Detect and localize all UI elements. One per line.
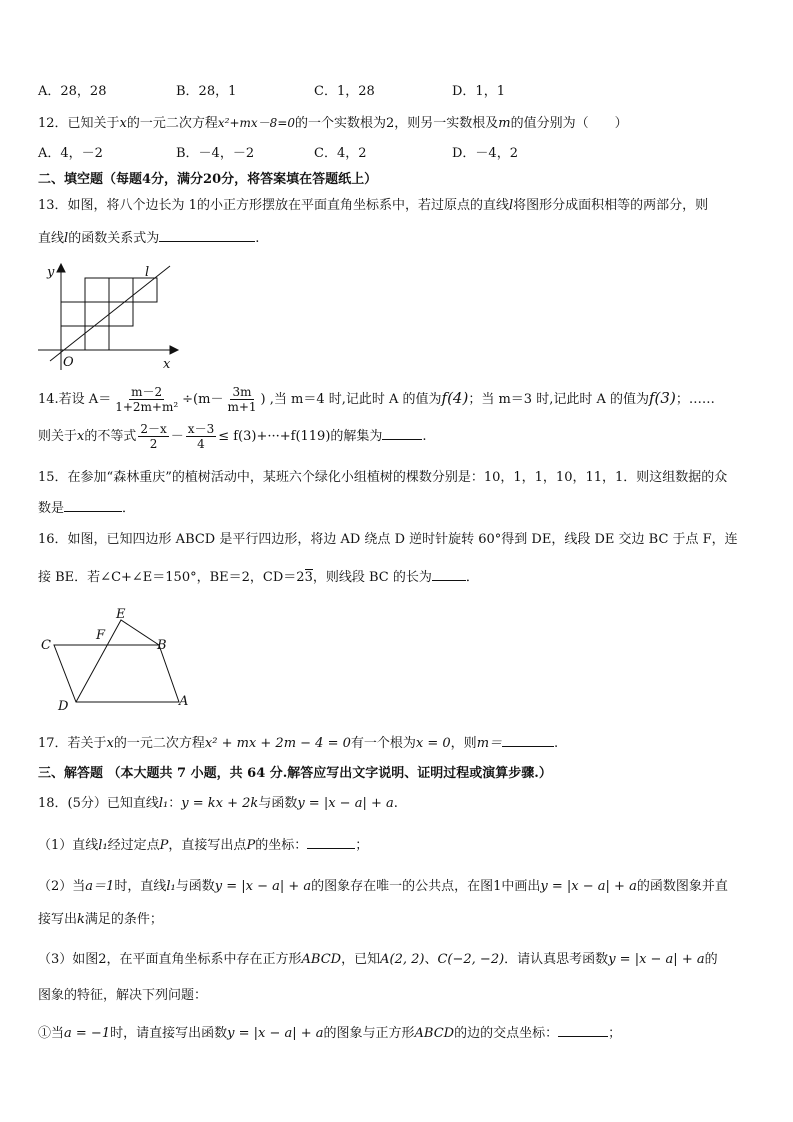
q11-option-b: B．28，1 xyxy=(176,84,237,99)
q13-origin-label: O xyxy=(63,355,74,370)
section-3-heading: 三、解答题 （本大题共 7 小题，共 64 分.解答应写出文字说明、证明过程或演算步骤.） xyxy=(38,766,552,781)
q16-parallelogram xyxy=(54,645,179,702)
q13-square xyxy=(109,302,133,326)
q13-square xyxy=(85,302,109,326)
q14-line-1: 14.若设 A＝ $\frac{m-2}{\text{1+2m+m²}}$ ÷(m－ $\frac{3m}{m+1}$ ) ,当 m＝4 时,记此时 A 的值为f(4)；当 m＝3 时,记此时 A 的值为f(3)；…… xyxy=(38,385,715,414)
q13-square xyxy=(85,326,109,350)
q18-part-1: （1）直线l₁经过定点P，直接写出点P的坐标： ； xyxy=(38,834,368,856)
q16-label-c: C xyxy=(41,638,51,653)
q12-option-a: A．4，－2 xyxy=(38,146,103,161)
q17-line: 17．若关于x的一元二次方程x² + mx + 2m − 4 = 0有一个根为x = 0，则m＝ . xyxy=(38,732,558,754)
q12-option-d: D．－4，2 xyxy=(452,146,518,161)
q11-option-c: C．1，28 xyxy=(314,84,375,99)
q12-stem: 12．已知关于x的一元二次方程x²+mx－8=0的一个实数根为2，则另一实数根及m的值分别为（ ） xyxy=(38,116,628,131)
q14-fraction-4: $\frac{x-3}{4}$ xyxy=(187,422,215,451)
q15-line-1: 15．在参加“森林重庆”的植树活动中，某班六个绿化小组植树的棵数分别是：10，1，1，10，11，1．则这组数据的众 xyxy=(38,470,728,485)
q18-part-3-sub-1: ①当a = −1时，请直接写出函数y = |x − a| + a的图象与正方形ABCD的边的交点坐标： ； xyxy=(38,1022,621,1044)
q13-line-1: 13．如图，将八个边长为 1的小正方形摆放在平面直角坐标系中，若过原点的直线l将图形分成面积相等的两部分，则 xyxy=(38,198,709,213)
q13-y-arrow xyxy=(57,264,65,272)
q18-part-3-line-1: （3）如图2，在平面直角坐标系中存在正方形ABCD，已知A(2, 2)、C(−2, −2)．请认真思考函数y = |x − a| + a的 xyxy=(38,952,718,967)
q13-answer-blank[interactable] xyxy=(159,227,255,242)
q16-sqrt: 3 xyxy=(304,570,313,585)
q14-fraction-3: $\frac{2-x}{2}$ xyxy=(140,422,167,451)
q18-stem: 18．(5分）已知直线l₁：y = kx + 2k与函数y = |x − a| + a. xyxy=(38,796,398,811)
q11-options xyxy=(38,82,758,102)
q13-square xyxy=(61,302,85,326)
q16-label-a: A xyxy=(179,694,189,709)
q15-answer-blank[interactable] xyxy=(64,497,122,512)
q16-answer-blank[interactable] xyxy=(432,566,466,581)
q14-answer-blank[interactable] xyxy=(382,425,422,440)
q13-square xyxy=(85,278,109,302)
q13-x-arrow xyxy=(170,346,178,354)
q13-square xyxy=(133,278,157,302)
q11-option-d: D．1，1 xyxy=(452,84,505,99)
q18-part-2-line-1: （2）当a＝1时，直线l₁与函数y = |x − a| + a的图象存在唯一的公共点，在图1中画出y = |x − a| + a的函数图象并直 xyxy=(38,879,728,894)
q12-options xyxy=(38,144,758,164)
q16-label-b: B xyxy=(157,638,167,653)
q16-figure xyxy=(36,604,196,714)
q13-y-label: y xyxy=(47,265,55,280)
q16-triangle-sides xyxy=(76,620,159,702)
q12-option-b: B．－4，－2 xyxy=(176,146,255,161)
q16-line-1: 16．如图，已知四边形 ABCD 是平行四边形，将边 AD 绕点 D 逆时针旋转 60°得到 DE，线段 DE 交边 BC 于点 F，连 xyxy=(38,532,738,547)
q18-sub-1-answer-blank[interactable] xyxy=(558,1022,608,1037)
q14-line-2: 则关于x的不等式 $\frac{2-x}{2}$ － $\frac{x-3}{4}$ ≤ f(3)+···+f(119)的解集为 . xyxy=(38,422,427,451)
section-2-heading: 二、填空题（每题4分，满分20分，将答案填在答题纸上） xyxy=(38,172,378,187)
q13-l-label: l xyxy=(145,265,150,280)
q11-option-a: A．28，28 xyxy=(38,84,107,99)
q16-label-f: F xyxy=(96,628,106,643)
q12-option-c: C．4，2 xyxy=(314,146,367,161)
q15-line-2: 数是 ． xyxy=(38,497,135,519)
q16-line-2: 接 BE．若∠C+∠E＝150°，BE＝2，CD＝23，则线段 BC 的长为 ． xyxy=(38,566,479,588)
q16-label-d: D xyxy=(58,699,69,714)
q18-part-2-line-2: 接写出k满足的条件； xyxy=(38,912,163,927)
q14-fraction-1: $\frac{m-2}{\text{1+2m+m²}}$ xyxy=(115,385,179,414)
q17-answer-blank[interactable] xyxy=(502,732,554,747)
q18-part-3-line-2: 图象的特征，解决下列问题： xyxy=(38,988,208,1003)
q13-line-l xyxy=(50,266,170,361)
q14-fraction-2: $\frac{3m}{m+1}$ xyxy=(227,385,257,414)
q18-part-1-answer-blank[interactable] xyxy=(307,834,355,849)
q16-label-e: E xyxy=(116,607,126,622)
q13-square xyxy=(61,326,85,350)
q13-x-label: x xyxy=(163,357,171,372)
q13-line-2: 直线l的函数关系式为 . xyxy=(38,227,259,249)
q13-figure xyxy=(30,258,180,373)
